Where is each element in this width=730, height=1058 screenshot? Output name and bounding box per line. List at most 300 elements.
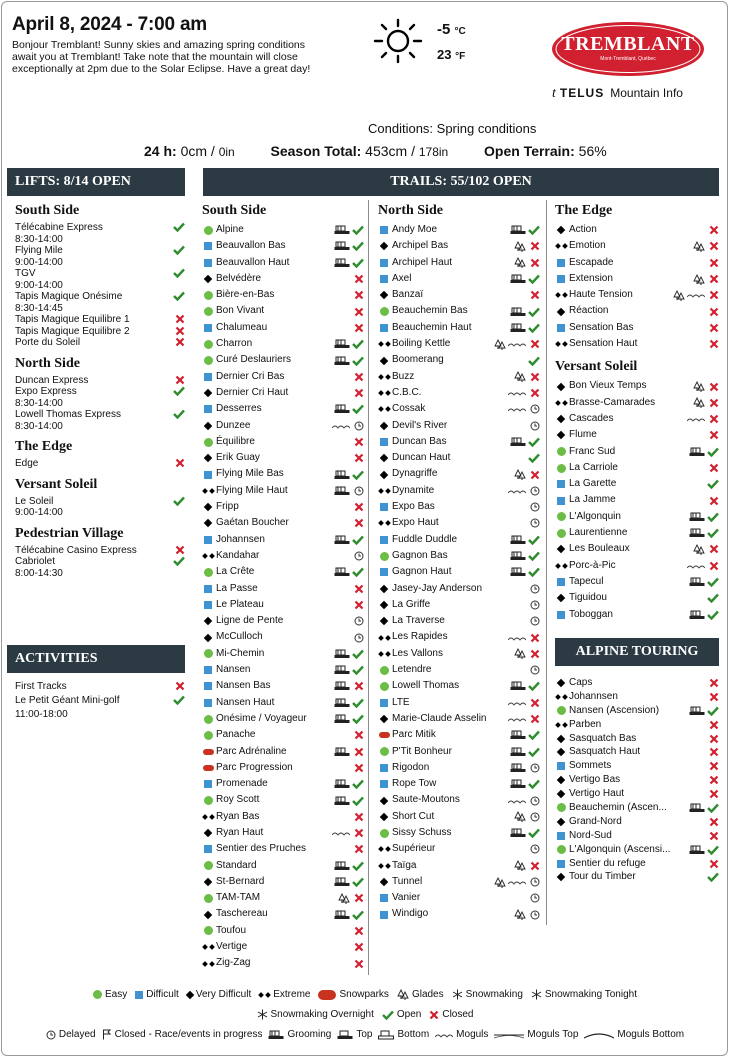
- trail-row[interactable]: [378, 727, 540, 743]
- trail-row[interactable]: [378, 744, 540, 760]
- trail-row[interactable]: [555, 676, 719, 690]
- trail-row[interactable]: [202, 320, 364, 336]
- difficulty-marker: [555, 395, 567, 411]
- trail-row[interactable]: [378, 271, 540, 287]
- trail-row[interactable]: [555, 732, 719, 746]
- legend-glade: [397, 989, 444, 1000]
- trail-status: [709, 303, 719, 319]
- trail-row[interactable]: [202, 662, 364, 678]
- trail-row[interactable]: [378, 629, 540, 645]
- closed-x-icon: [709, 561, 719, 571]
- grooming-icon: [689, 512, 705, 522]
- trail-name: Marie-Claude Asselin: [392, 712, 487, 724]
- trail-row[interactable]: [378, 776, 540, 792]
- difficulty-marker: [378, 597, 390, 613]
- trail-name: Parc Mitik: [392, 729, 436, 741]
- trail-row[interactable]: [378, 662, 540, 678]
- trail-features: [494, 336, 526, 352]
- trail-row[interactable]: [378, 906, 540, 922]
- trail-row[interactable]: [202, 841, 364, 857]
- trail-row[interactable]: [202, 450, 364, 466]
- difficulty-marker: [378, 515, 390, 531]
- trail-name: Gagnon Haut: [392, 566, 452, 578]
- trail-features: [693, 238, 705, 254]
- difficulty-marker: [555, 829, 567, 843]
- trail-row[interactable]: [202, 597, 364, 613]
- legend-very: [187, 989, 251, 1000]
- trail-row[interactable]: [555, 378, 719, 394]
- trail-row[interactable]: [555, 222, 719, 238]
- trail-row[interactable]: [555, 287, 719, 303]
- difficulty-marker: [378, 760, 390, 776]
- trail-row[interactable]: [202, 401, 364, 417]
- trail-name: L'Algonquin (Ascensi...: [569, 843, 671, 855]
- trail-row[interactable]: [202, 939, 364, 955]
- trail-row[interactable]: [378, 532, 540, 548]
- difficulty-marker: [378, 564, 390, 580]
- trail-status: [709, 395, 719, 411]
- trail-row[interactable]: [202, 744, 364, 760]
- lift-row[interactable]: [15, 222, 185, 245]
- trail-row[interactable]: [202, 483, 364, 499]
- very-difficult-diamond-icon: [557, 734, 565, 742]
- trail-row[interactable]: [202, 548, 364, 564]
- trail-row[interactable]: [202, 287, 364, 303]
- trail-row[interactable]: [202, 792, 364, 808]
- activity-row[interactable]: [15, 695, 185, 721]
- difficult-square-icon: [557, 275, 565, 283]
- temperature-fahrenheit: 23 °F: [437, 47, 466, 62]
- trail-row[interactable]: [378, 499, 540, 515]
- trail-row[interactable]: [378, 418, 540, 434]
- trail-row[interactable]: [555, 238, 719, 254]
- trail-features: [508, 695, 526, 711]
- section-heading: Pedestrian Village: [15, 525, 124, 541]
- trail-row[interactable]: [555, 773, 719, 787]
- trail-row[interactable]: [555, 427, 719, 443]
- lift-row[interactable]: [15, 268, 185, 291]
- trail-row[interactable]: [555, 395, 719, 411]
- lift-row[interactable]: [15, 245, 185, 268]
- legend-top: [337, 1029, 372, 1040]
- grooming-icon: [689, 610, 705, 620]
- grooming-icon: [334, 747, 350, 757]
- trail-name: Standard: [216, 859, 257, 871]
- activity-row[interactable]: [15, 681, 185, 693]
- lift-name: Tapis Magique Equilibre 1: [15, 314, 130, 325]
- easy-circle-icon: [380, 829, 389, 838]
- trail-row[interactable]: [378, 303, 540, 319]
- trail-row[interactable]: [555, 690, 719, 704]
- trail-row[interactable]: [555, 759, 719, 773]
- lift-hours: 8:30-14:00: [15, 397, 63, 409]
- trail-row[interactable]: [202, 874, 364, 890]
- trail-row[interactable]: [202, 695, 364, 711]
- trail-row[interactable]: [555, 509, 719, 525]
- closed-x-icon: [709, 241, 719, 251]
- trail-status: [709, 829, 719, 843]
- trail-row[interactable]: [202, 776, 364, 792]
- trail-row[interactable]: [202, 255, 364, 271]
- trail-row[interactable]: [202, 923, 364, 939]
- lift-row[interactable]: [15, 556, 185, 579]
- trail-row[interactable]: [202, 711, 364, 727]
- difficulty-marker: [202, 711, 214, 727]
- legend-label: Extreme: [273, 989, 311, 1000]
- legend-groom: [268, 1029, 331, 1040]
- legend-label: Snowmaking Tonight: [544, 989, 637, 1000]
- lift-row[interactable]: [15, 458, 185, 470]
- extreme-double-diamond-icon: [379, 636, 390, 640]
- trail-row[interactable]: [202, 532, 364, 548]
- trail-row[interactable]: [202, 336, 364, 352]
- trail-features: [689, 607, 705, 623]
- trail-features: [334, 238, 350, 254]
- trail-name: C.B.C.: [392, 386, 422, 398]
- difficult-square-icon: [204, 324, 212, 332]
- very-difficult-diamond-icon: [380, 617, 388, 625]
- glades-icon: [514, 469, 526, 480]
- trail-row[interactable]: [555, 271, 719, 287]
- difficulty-marker: [202, 483, 214, 499]
- trail-features: [514, 906, 526, 922]
- trail-name: TAM-TAM: [216, 892, 261, 904]
- glades-icon: [514, 909, 526, 920]
- moguls-icon: [508, 340, 526, 348]
- trail-row[interactable]: [378, 564, 540, 580]
- difficulty-marker: [202, 841, 214, 857]
- trail-row[interactable]: [378, 760, 540, 776]
- lift-row[interactable]: [15, 496, 185, 519]
- trail-row[interactable]: [378, 597, 540, 613]
- trail-row[interactable]: [555, 607, 719, 623]
- lift-row[interactable]: [15, 314, 185, 326]
- trail-row[interactable]: [555, 815, 719, 829]
- difficulty-marker: [202, 906, 214, 922]
- trail-row[interactable]: [555, 574, 719, 590]
- trail-features: [510, 776, 526, 792]
- trail-status: [528, 776, 540, 792]
- trail-name: Axel: [392, 272, 412, 284]
- trail-name: Alpine: [216, 224, 244, 235]
- trail-row[interactable]: [202, 515, 364, 531]
- delayed-clock-icon: [530, 812, 540, 822]
- trail-name: Nansen (Ascension): [569, 704, 660, 716]
- lift-row[interactable]: [15, 375, 185, 387]
- trail-row[interactable]: [202, 613, 364, 629]
- trail-row[interactable]: [378, 336, 540, 352]
- lift-row[interactable]: [15, 291, 185, 314]
- trail-row[interactable]: [202, 629, 364, 645]
- trail-row[interactable]: [378, 809, 540, 825]
- trail-row[interactable]: [555, 525, 719, 541]
- legend-double: [259, 989, 310, 1000]
- extreme-double-diamond-icon: [379, 342, 390, 346]
- lift-hours: 8:30-14:00: [15, 420, 63, 432]
- trail-row[interactable]: [202, 238, 364, 254]
- glades-icon: [514, 811, 526, 822]
- trail-row[interactable]: [555, 336, 719, 352]
- trail-row[interactable]: [378, 434, 540, 450]
- closed-x-icon: [709, 789, 719, 799]
- trail-features: [510, 727, 526, 743]
- trail-features: [510, 825, 526, 841]
- trail-row[interactable]: [202, 369, 364, 385]
- grooming-icon: [334, 861, 350, 871]
- trail-row[interactable]: [378, 695, 540, 711]
- trail-features: [508, 629, 526, 645]
- grooming-icon: [268, 1030, 284, 1040]
- trail-row[interactable]: [378, 515, 540, 531]
- trail-row[interactable]: [555, 787, 719, 801]
- trail-row[interactable]: [555, 492, 719, 508]
- very-difficult-diamond-icon: [380, 601, 388, 609]
- trail-row[interactable]: [378, 401, 540, 417]
- open-check-icon: [173, 409, 185, 419]
- trail-row[interactable]: [555, 303, 719, 319]
- legend-label: Easy: [105, 989, 128, 1000]
- grooming-icon: [689, 803, 705, 813]
- trail-row[interactable]: [378, 874, 540, 890]
- trail-row[interactable]: [555, 541, 719, 557]
- trail-row[interactable]: [378, 369, 540, 385]
- trail-row[interactable]: [378, 548, 540, 564]
- groom-bottom-icon: [378, 1030, 394, 1040]
- difficulty-marker: [378, 581, 390, 597]
- closed-x-icon: [530, 388, 540, 398]
- trail-status: [352, 646, 364, 662]
- difficulty-marker: [202, 939, 214, 955]
- trail-name: La Carriole: [569, 461, 618, 473]
- easy-circle-icon: [204, 340, 213, 349]
- very-difficult-diamond-icon: [380, 813, 388, 821]
- trail-status: [352, 238, 364, 254]
- difficult-square-icon: [380, 438, 388, 446]
- moguls-icon: [687, 562, 705, 570]
- easy-circle-icon: [204, 291, 213, 300]
- difficult-square-icon: [380, 503, 388, 511]
- tremblant-logo[interactable]: TREMBLANT Mont-Tremblant, Québec: [550, 20, 706, 78]
- trail-row[interactable]: [555, 444, 719, 460]
- open-check-icon: [707, 610, 719, 620]
- difficulty-marker: [555, 558, 567, 574]
- lift-row[interactable]: [15, 545, 185, 557]
- trail-name: Gagnon Bas: [392, 549, 448, 561]
- trail-row[interactable]: [202, 646, 364, 662]
- trail-row[interactable]: [202, 385, 364, 401]
- trails-column-north: [378, 200, 540, 923]
- trail-status: [352, 336, 364, 352]
- trail-status: [352, 401, 364, 417]
- trail-row[interactable]: [378, 238, 540, 254]
- trail-row[interactable]: [555, 460, 719, 476]
- closed-x-icon: [354, 730, 364, 740]
- trail-row[interactable]: [378, 222, 540, 238]
- legend-delayed: [46, 1029, 96, 1040]
- trail-name: Dynagriffe: [392, 468, 438, 480]
- trails-column-edge-soleil: [555, 200, 719, 623]
- trail-status: [352, 352, 364, 368]
- trail-row[interactable]: [378, 483, 540, 499]
- trail-row[interactable]: [378, 678, 540, 694]
- trail-row[interactable]: [378, 581, 540, 597]
- trail-row[interactable]: [202, 564, 364, 580]
- trail-row[interactable]: [202, 727, 364, 743]
- trail-row[interactable]: [378, 858, 540, 874]
- trail-row[interactable]: [202, 271, 364, 287]
- difficult-square-icon: [557, 324, 565, 332]
- trail-row[interactable]: [555, 320, 719, 336]
- trail-status: [530, 841, 540, 857]
- trail-name: Nansen Haut: [216, 696, 275, 708]
- trail-name: La Griffe: [392, 598, 431, 610]
- trail-row[interactable]: [555, 829, 719, 843]
- trail-row[interactable]: [202, 906, 364, 922]
- trail-row[interactable]: [378, 646, 540, 662]
- difficulty-marker: [555, 718, 567, 732]
- trail-row[interactable]: [202, 809, 364, 825]
- trail-row[interactable]: [202, 303, 364, 319]
- trail-row[interactable]: [555, 870, 719, 884]
- trail-row[interactable]: [378, 792, 540, 808]
- trail-row[interactable]: [555, 843, 719, 857]
- lift-row[interactable]: [15, 326, 185, 338]
- trail-row[interactable]: [555, 558, 719, 574]
- snowpark-icon: [203, 765, 214, 771]
- trail-status: [709, 690, 719, 704]
- difficulty-marker: [555, 303, 567, 319]
- trail-row[interactable]: [378, 825, 540, 841]
- trail-row[interactable]: [555, 718, 719, 732]
- sun-icon: [372, 18, 424, 64]
- trail-row[interactable]: [202, 678, 364, 694]
- difficulty-marker: [202, 613, 214, 629]
- trail-row[interactable]: [202, 418, 364, 434]
- open-check-icon: [352, 649, 364, 659]
- trail-row[interactable]: [378, 352, 540, 368]
- trail-row[interactable]: [202, 499, 364, 515]
- closed-x-icon: [709, 290, 719, 300]
- trail-row[interactable]: [378, 450, 540, 466]
- trail-row[interactable]: [555, 590, 719, 606]
- lift-row[interactable]: [15, 337, 185, 349]
- trail-row[interactable]: [555, 745, 719, 759]
- snowmaking-icon: [452, 989, 463, 1000]
- open-check-icon: [352, 225, 364, 235]
- trail-name: Gaétan Boucher: [216, 517, 289, 529]
- trail-row[interactable]: [202, 858, 364, 874]
- trail-status: [707, 870, 719, 884]
- trail-row[interactable]: [555, 801, 719, 815]
- grooming-icon: [510, 763, 526, 773]
- trail-features: [510, 532, 526, 548]
- trail-name: Beauchemin Haut: [392, 321, 472, 333]
- trail-row[interactable]: [378, 320, 540, 336]
- legend-label: Bottom: [397, 1029, 430, 1040]
- trail-row[interactable]: [202, 222, 364, 238]
- trail-row[interactable]: [378, 890, 540, 906]
- trail-row[interactable]: [555, 255, 719, 271]
- trail-row[interactable]: [378, 711, 540, 727]
- trail-row[interactable]: [555, 704, 719, 718]
- trails-header: TRAILS: 55/102 OPEN: [203, 168, 719, 196]
- trail-row[interactable]: [202, 466, 364, 482]
- trail-name: Tapecul: [569, 575, 604, 587]
- section-heading: Versant Soleil: [555, 359, 638, 375]
- extreme-double-diamond-icon: [203, 945, 214, 949]
- difficult-square-icon: [204, 699, 212, 707]
- very-difficult-diamond-icon: [204, 910, 212, 918]
- lift-row[interactable]: [15, 386, 185, 409]
- trail-features: [687, 411, 705, 427]
- closed-x-icon: [354, 518, 364, 528]
- trail-row[interactable]: [555, 857, 719, 871]
- trail-status: [352, 906, 364, 922]
- trail-status: [709, 222, 719, 238]
- easy-circle-icon: [380, 307, 389, 316]
- trail-row[interactable]: [378, 287, 540, 303]
- trail-status: [528, 564, 540, 580]
- trail-row[interactable]: [202, 825, 364, 841]
- trail-row[interactable]: [378, 466, 540, 482]
- moguls-icon: [332, 422, 350, 430]
- trail-row[interactable]: [378, 613, 540, 629]
- trail-status: [354, 499, 364, 515]
- trail-row[interactable]: [555, 476, 719, 492]
- closed-x-icon: [354, 323, 364, 333]
- very-difficult-diamond-icon: [557, 431, 565, 439]
- trail-status: [352, 776, 364, 792]
- trail-row[interactable]: [202, 760, 364, 776]
- trail-row[interactable]: [378, 841, 540, 857]
- grooming-icon: [510, 323, 526, 333]
- difficulty-marker: [202, 515, 214, 531]
- easy-circle-icon: [204, 356, 213, 365]
- trail-row[interactable]: [202, 890, 364, 906]
- trail-name: Belvédère: [216, 272, 262, 284]
- open-check-icon: [352, 861, 364, 871]
- legend-label: Very Difficult: [195, 989, 252, 1000]
- difficulty-marker: [378, 499, 390, 515]
- delayed-clock-icon: [530, 486, 540, 496]
- lift-row[interactable]: [15, 409, 185, 432]
- difficulty-marker: [202, 955, 214, 971]
- trail-row[interactable]: [202, 581, 364, 597]
- trail-status: [530, 760, 540, 776]
- very-difficult-diamond-icon: [204, 503, 212, 511]
- legend-label: Snowparks: [339, 989, 389, 1000]
- trail-row[interactable]: [378, 255, 540, 271]
- trail-features: [673, 287, 705, 303]
- trail-features: [334, 483, 350, 499]
- trail-row[interactable]: [555, 411, 719, 427]
- trail-row[interactable]: [202, 434, 364, 450]
- delayed-clock-icon: [354, 551, 364, 561]
- closed-x-icon: [709, 430, 719, 440]
- trail-row[interactable]: [378, 385, 540, 401]
- legend-flag: [102, 1029, 263, 1040]
- delayed-clock-icon: [530, 518, 540, 528]
- trail-name: Dunzee: [216, 419, 251, 431]
- trail-name: Charron: [216, 338, 253, 350]
- glades-icon: [693, 381, 705, 392]
- trail-row[interactable]: [202, 352, 364, 368]
- trail-row[interactable]: [202, 955, 364, 971]
- trail-name: St-Bernard: [216, 875, 265, 887]
- easy-circle-icon: [557, 803, 566, 812]
- closed-x-icon: [354, 290, 364, 300]
- grooming-icon: [334, 665, 350, 675]
